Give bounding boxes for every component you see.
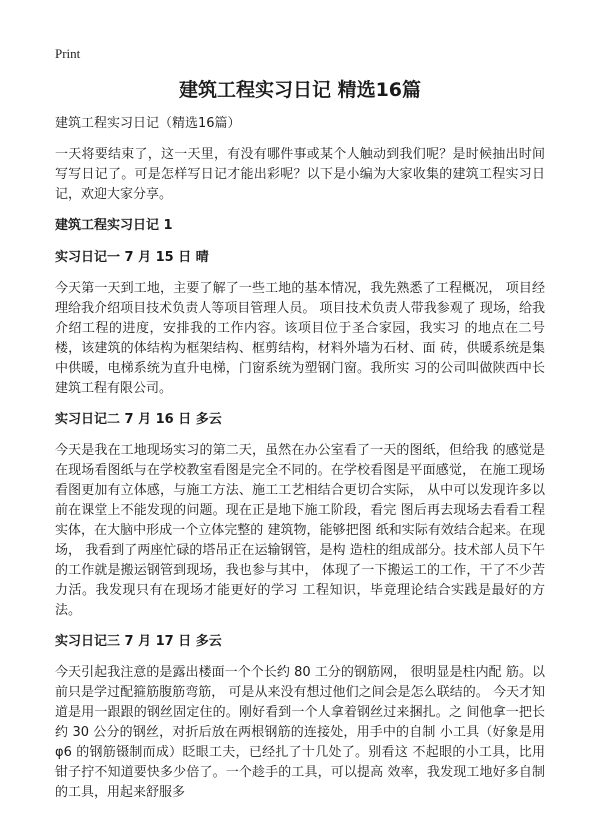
entry-body-1: 今天第一天到工地，主要了解了一些工地的基本情况，我先熟悉了工程概况， 项目经理给我介绍项目技术负责人等项目管理人员。 项目技术负责人带我参观了 现场，给我介绍工程的进度，安排我的工作内容。该项目位于圣合家园，我实习 的地点在二号楼，该建筑的体结构为框架结构、框剪结构，材料外墙为石材、面 砖，供暖系统是集中供暖，电梯系统为直升电梯，门窗系统为塑钢门窗。我所实 习的公司叫做陕西中长建筑工程有限公司。 <box>55 281 545 396</box>
entry-heading-2: 实习日记二 7 月 16 日 多云 <box>55 412 222 427</box>
section-heading: 建筑工程实习日记 1 <box>55 218 173 233</box>
entry-body-2: 今天是我在工地现场实习的第二天，虽然在办公室看了一天的图纸，但给我 的感觉是在现场看图纸与在学校教室看图是完全不同的。在学校看图是平面感觉， 在施工现场看图更加有立体感，与施工方法、施工工艺相结合更切合实际， 从中可以发现许多以前在课堂上不能发现的问题。现在正是地下施工阶段，看完 图后再去现场去看看工程实体，在大脑中形成一个立体完整的 建筑物，能够把图 纸和实际有效结合起来。在现场， 我看到了两座忙碌的塔吊正在运输钢管，是构 造柱的组成部分。技术部人员下午的工作就是搬运钢管到现场，我也参与其中， 体现了一下搬运工的工作，干了不少苦力活。我发现只有在现场才能更好的学习 工程知识，毕竟理论结合实践是最好的方法。 <box>55 443 545 618</box>
page-title: 建筑工程实习日记 精选16篇 <box>178 79 422 101</box>
print-link[interactable]: Print <box>55 46 81 61</box>
entry-heading-1: 实习日记一 7 月 15 日 晴 <box>55 250 209 265</box>
document-page <box>55 78 545 815</box>
entry-heading-3: 实习日记三 7 月 17 日 多云 <box>55 634 222 649</box>
intro-paragraph: 一天将要结束了，这一天里，有没有哪件事或某个人触动到我们呢？是时候抽出时间写写日记了。可是怎样写日记才能出彩呢？以下是小编为大家收集的建筑工程实习日记，欢迎大家分享。 <box>55 147 545 202</box>
entry-body-3: 今天引起我注意的是露出楼面一个个长约 80 工分的钢筋网， 很明显是柱内配 筋。以前只是学过配箍筋腹筋弯筋， 可是从来没有想过他们之间会是怎么联结的。 今天才知道是用一跟跟的钢丝固定住的。刚好看到一个人拿着钢丝过来捆扎。之 间他拿一把长约 30 公分的钢丝，对折后放在两根钢筋的连接处，用手中的自制 小工具（好象是用φ6 的钢筋镊制而成）眨眼工夫，已经扎了十几处了。别看这 不起眼的小工具，比用钳子拧不知道要快多少倍了。一个趁手的工具，可以提高 效率，我发现工地好多自制的工具，用起来舒服多 <box>55 665 545 800</box>
document-subtitle: 建筑工程实习日记（精选16篇） <box>55 116 241 131</box>
